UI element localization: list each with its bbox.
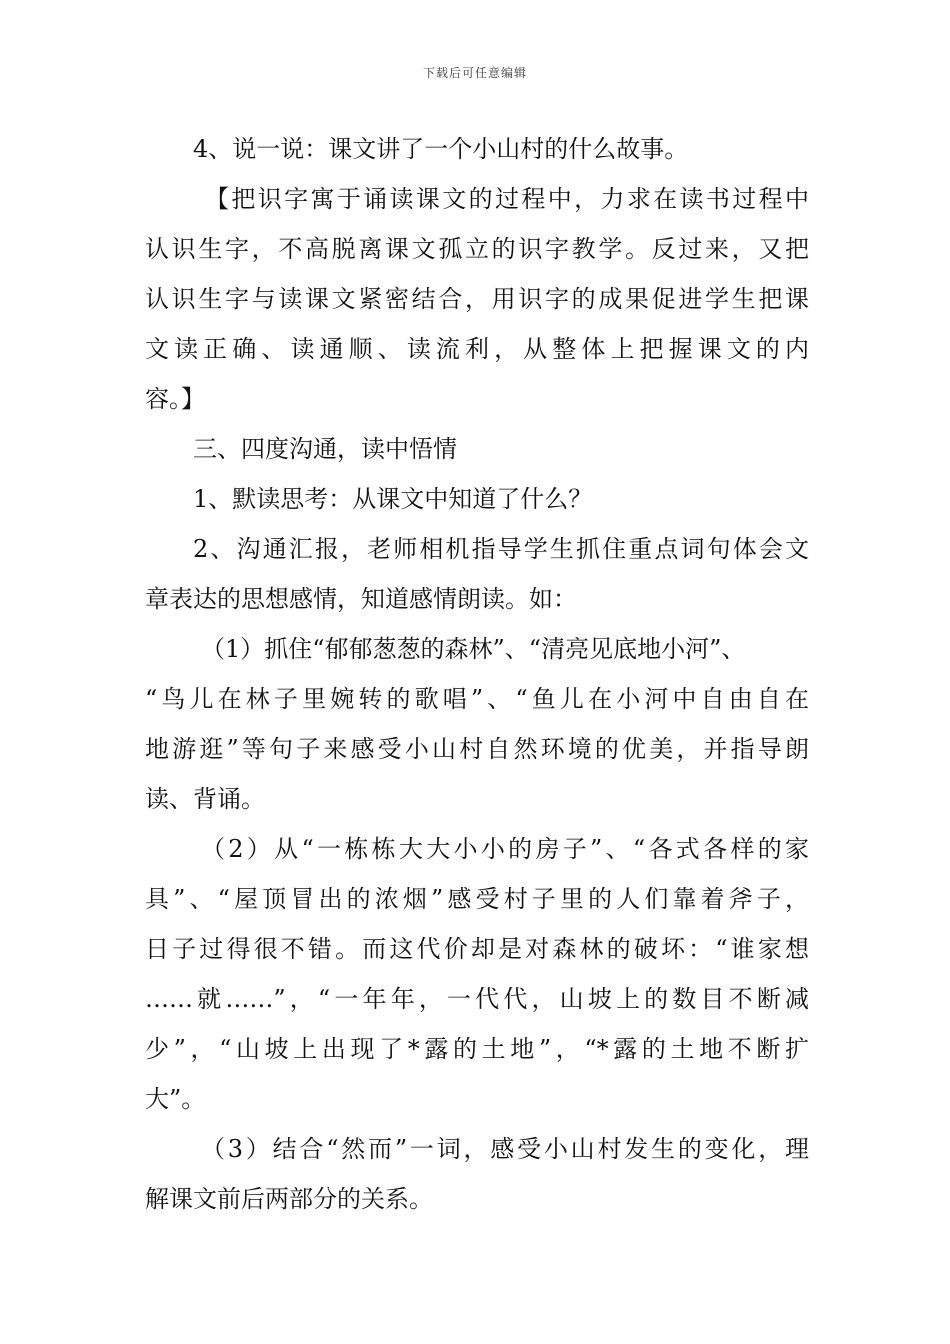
paragraph-line: ……就……”，“一年年，一代代，山坡上的数目不断减 xyxy=(145,985,809,1013)
paragraph-line: 解课文前后两部分的关系。 xyxy=(145,1185,433,1213)
page-header: 下载后可任意编辑 xyxy=(422,66,527,80)
paragraph-line: 1、默读思考：从课文中知道了什么？ xyxy=(193,485,593,513)
paragraph-line: 日子过得很不错。而这代价却是对森林的破坏：“谁家想 xyxy=(145,935,809,963)
paragraph-line: 认识生字与读课文紧密结合，用识字的成果促进学生把课 xyxy=(145,285,809,313)
paragraph-line: 章表达的思想感情，知道感情朗读。如： xyxy=(145,585,577,613)
paragraph-line: 具”、“屋顶冒出的浓烟”感受村子里的人们靠着斧子， xyxy=(145,885,809,913)
paragraph-line: （3）结合“然而”一词，感受小山村发生的变化，理 xyxy=(201,1135,809,1163)
paragraph-line: “鸟儿在林子里婉转的歌唱”、“鱼儿在小河中自由自在 xyxy=(145,685,809,713)
paragraph-line: 读、背诵。 xyxy=(145,785,265,813)
paragraph-line: 4、说一说：课文讲了一个小山村的什么故事。 xyxy=(193,135,689,163)
paragraph-line: 地游逛”等句子来感受小山村自然环境的优美，并指导朗 xyxy=(145,735,809,763)
paragraph-line: 2、沟通汇报，老师相机指导学生抓住重点词句体会文 xyxy=(193,535,809,563)
section-heading: 三、四度沟通，读中悟情 xyxy=(193,435,457,463)
paragraph-line: （2）从“一栋栋大大小小的房子”、“各式各样的家 xyxy=(201,835,809,863)
paragraph-line: 【把识字寓于诵读课文的过程中，力求在读书过程中 xyxy=(205,185,809,213)
paragraph-line: 容。】 xyxy=(145,385,205,413)
paragraph-line: 文读正确、读通顺、读流利，从整体上把握课文的内 xyxy=(145,335,809,363)
paragraph-line: 大”。 xyxy=(145,1085,206,1113)
paragraph-line: 少”，“山坡上出现了*露的土地”，“*露的土地不断扩 xyxy=(145,1035,809,1063)
paragraph-line: 认识生字，不高脱离课文孤立的识字教学。反过来，又把 xyxy=(145,235,809,263)
paragraph-line: （1）抓住“郁郁葱葱的森林”、“清亮见底地小河”、 xyxy=(201,635,746,663)
document-body xyxy=(145,124,809,1224)
